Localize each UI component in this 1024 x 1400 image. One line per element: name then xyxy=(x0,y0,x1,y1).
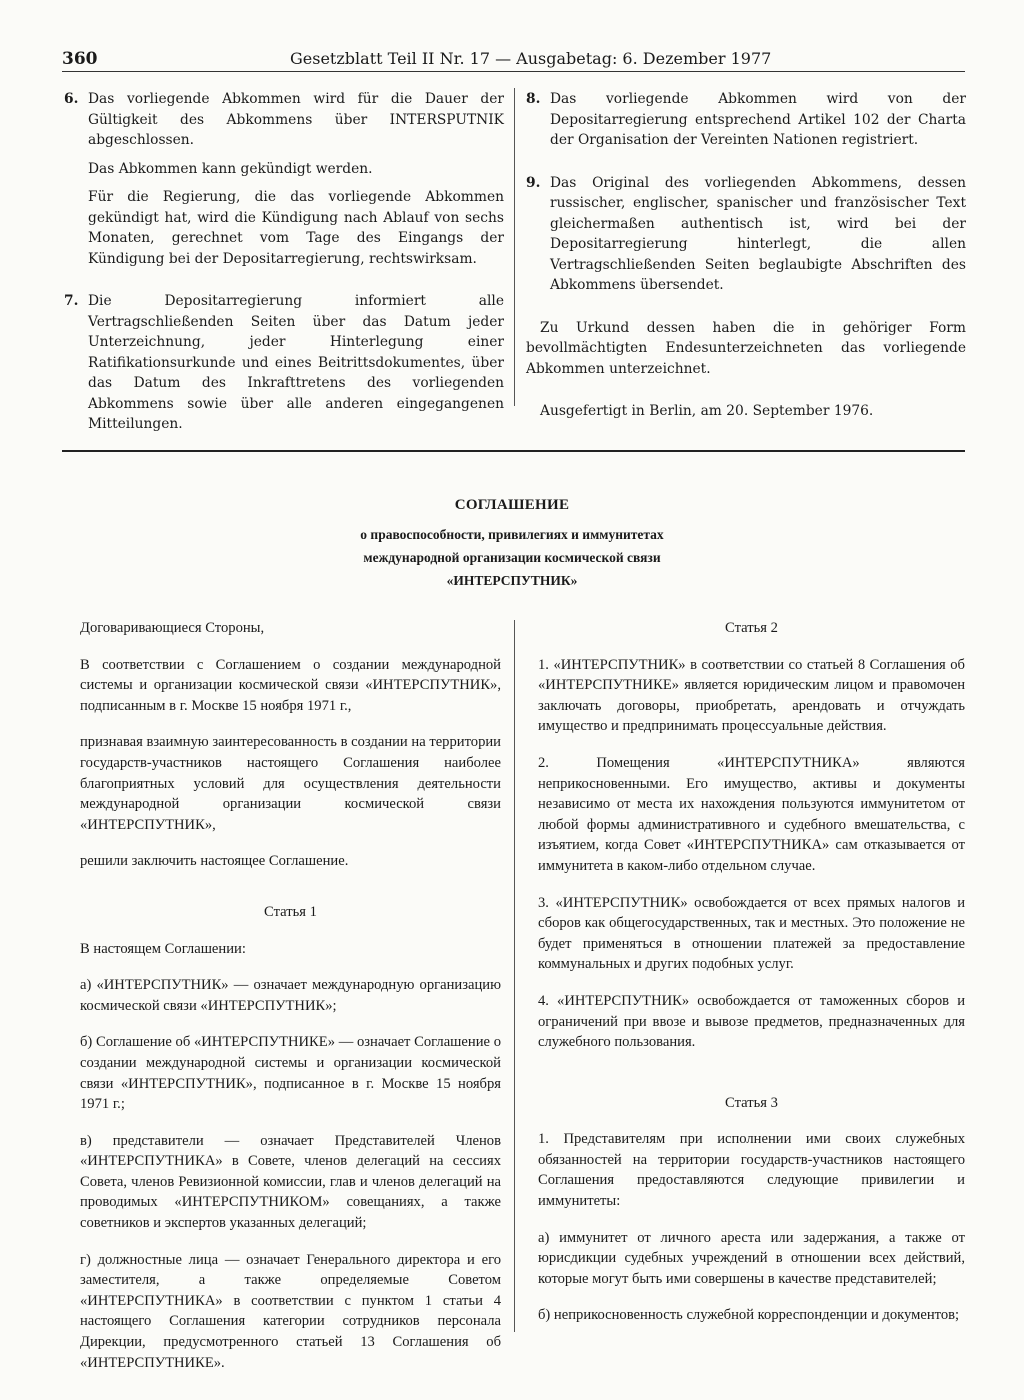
item-paragraph: Für die Regierung, die das vorliegende Abkommen gekündigt hat, wird die Kündigung nach Ablauf von sechs Monaten, gerechnet vom Tage des Eingangs der Kündigung bei der Depositarregierung, rechtswirksam. xyxy=(88,189,504,267)
privilege-item: б) неприкосновенность служебной корреспонденции и документов; xyxy=(538,1307,960,1324)
page-number: 360 xyxy=(62,49,98,69)
witness-clause: Zu Urkund dessen haben die in gehöriger Form bevollmächtigten Endesunterzeichneten das vorliegende Abkommen unterzeichnet. xyxy=(526,319,966,377)
item-number: 6. xyxy=(64,91,79,107)
article-intro: В настоящем Соглашении: xyxy=(80,940,246,957)
german-item-9 xyxy=(526,173,966,296)
russian-right-column xyxy=(538,618,965,1326)
preamble-paragraph: В соответствии с Соглашением о создании международной системы и организации космической связи «ИНТЕРСПУТНИК», подписанным в г. Москве 15 ноября 1971 г., xyxy=(80,656,501,714)
definition-item: г) должностные лица — означает Генерального директора и его заместителя, а также определяемые Советом «ИНТЕРСПУТНИКА» в соответствии с пунктом 1 статьи 4 настоящего Соглашения категории сотрудников персонала Дирекции, предусмотренного статьей 13 Соглашения об «ИНТЕРСПУТНИКЕ». xyxy=(80,1251,501,1371)
item-paragraph: Die Depositarregierung informiert alle Vertragschließenden Seiten über das Datum jeder Unterzeichnung, jeder Hinterlegung einer Ratifikationsurkunde und eines Beitrittsdokumentes, über das Datum des Inkrafttretens des vorliegenden Abkommens sowie über alle anderen eingegangenen Mitteilungen. xyxy=(88,293,504,432)
german-left-column xyxy=(64,89,504,435)
item-number: 9. xyxy=(526,174,541,191)
german-right-column xyxy=(526,89,966,422)
column-divider xyxy=(514,620,515,1332)
german-item-7 xyxy=(64,291,504,435)
article-heading: Статья 2 xyxy=(725,620,778,636)
header-rule xyxy=(62,71,965,72)
agreement-subtitle-line: о правоспособности, привилегиях и иммунитетах xyxy=(360,527,664,542)
section-rule xyxy=(62,450,965,452)
signing-place-date: Ausgefertigt in Berlin, am 20. September 1976. xyxy=(540,403,874,419)
article-heading: Статья 1 xyxy=(264,903,317,920)
agreement-subtitle-line: «ИНТЕРСПУТНИК» xyxy=(446,573,578,588)
german-item-6 xyxy=(64,89,504,269)
privilege-item: а) иммунитет от личного ареста или задержания, а также от юрисдикции судебных учреждений в отношении всех действий, которые могут быть ими совершены в качестве представителей; xyxy=(538,1229,965,1287)
article-clause: 1. «ИНТЕРСПУТНИК» в соответствии со статьей 8 Соглашения об «ИНТЕРСПУТНИКЕ» является юридическим лицом и правомочен заключать договоры, приобретать, арендовать и отчуждать имущество и предпринимать процессуальные действия. xyxy=(538,656,965,735)
column-divider xyxy=(514,88,515,406)
agreement-subtitle-line: международной организации космической связи xyxy=(363,550,661,565)
article-clause: 4. «ИНТЕРСПУТНИК» освобождается от таможенных сборов и ограничений при ввозе и вывозе предметов, предназначенных для служебного пользования. xyxy=(538,992,965,1051)
article-clause: 1. Представителям при исполнении ими своих служебных обязанностей на территории государств-участников настоящего Соглашения предоставляются следующие привилегии и иммунитеты: xyxy=(538,1131,965,1210)
item-paragraph: Das Abkommen kann gekündigt werden. xyxy=(88,160,373,177)
preamble-parties: Договаривающиеся Стороны, xyxy=(80,620,265,636)
item-paragraph: Das vorliegende Abkommen wird von der Depositarregierung entsprechend Artikel 102 der Charta der Organisation der Vereinten Nationen registriert. xyxy=(550,91,966,148)
article-clause: 2. Помещения «ИНТЕРСПУТНИКА» являются неприкосновенными. Его имущество, активы и документы независимо от места их нахождения пользуются иммунитетом от любой формы административного и судебного вмешательства, с изъятием, когда Совет «ИНТЕРСПУТНИКА» сам отказывается от иммунитета в каком-либо отдельном случае. xyxy=(538,754,965,874)
item-number: 8. xyxy=(526,91,541,107)
preamble-decision: решили заключить настоящее Соглашение. xyxy=(80,853,349,870)
item-paragraph: Das vorliegende Abkommen wird für die Dauer der Gültigkeit des Abkommens über INTERSPUTNIK abgeschlossen. xyxy=(88,91,504,148)
definition-item: а) «ИНТЕРСПУТНИК» — означает международную организацию космической связи «ИНТЕРСПУТНИК»; xyxy=(80,977,501,1014)
definition-item: б) Соглашение об «ИНТЕРСПУТНИКЕ» — означает Соглашение о создании международной системы и организации космической связи «ИНТЕРСПУТНИК», подписанное в г. Москве 15 ноября 1971 г.; xyxy=(80,1034,501,1113)
definition-item: в) представители — означает Представителей Членов «ИНТЕРСПУТНИКА» в Совете, членов делегаций на сессиях Совета, членов Ревизионной комиссии, глав и членов делегаций на проводимых «ИНТЕРСПУТНИКОМ» совещаниях, а также советников и экспертов указанных делегаций; xyxy=(80,1132,501,1232)
german-item-8 xyxy=(526,89,966,151)
article-heading: Статья 3 xyxy=(725,1094,778,1111)
running-header: Gesetzblatt Teil II Nr. 17 — Ausgabetag: 6. Dezember 1977 xyxy=(290,49,772,68)
preamble-paragraph: признавая взаимную заинтересованность в создании на территории государств-участников настоящего Соглашения наиболее благоприятных условий для осуществления деятельности международной организации космической связи «ИНТЕРСПУТНИК», xyxy=(80,734,501,833)
item-number: 7. xyxy=(64,293,79,309)
article-clause: 3. «ИНТЕРСПУТНИК» освобождается от всех прямых налогов и сборов как общегосударственных, так и местных. Это положение не будет применяться в отношении платежей за предоставление коммунальных и других подобных услуг. xyxy=(538,894,965,973)
agreement-title: СОГЛАШЕНИЕ xyxy=(454,497,570,513)
item-paragraph: Das Original des vorliegenden Abkommens, dessen russischer, englischer, spanischer und französischer Text gleichermaßen authentisch ist, wird bei der Depositarregierung hinterlegt, die allen Vertragschließenden Seiten beglaubigte Abschriften des Abkommens übersendet. xyxy=(550,174,966,293)
russian-left-column xyxy=(80,618,501,1373)
